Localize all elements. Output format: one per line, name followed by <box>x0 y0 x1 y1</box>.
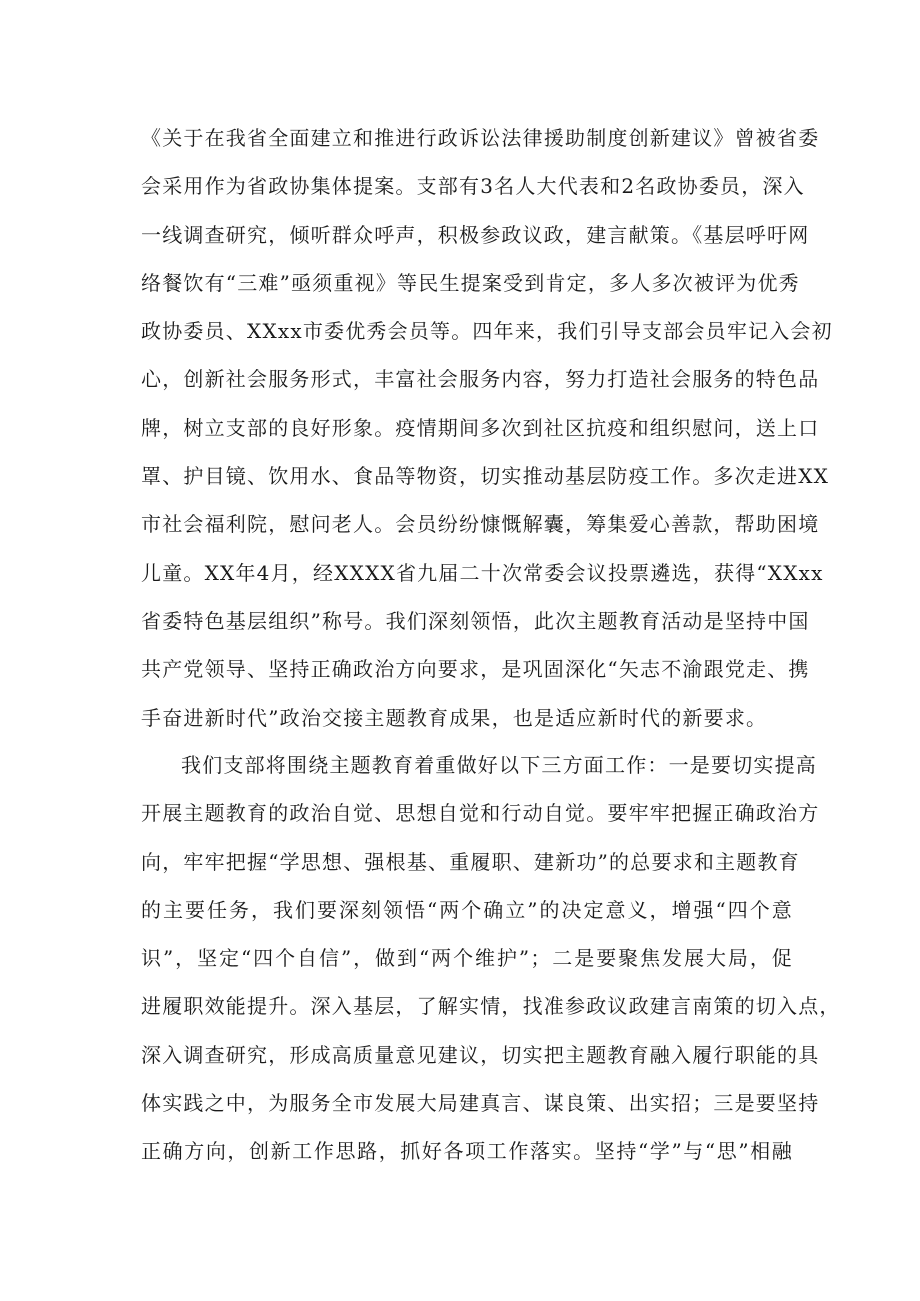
paragraph-line: 一线调查研究，倾听群众呼声，积极参政议政，建言献策。《基层呼吁网 <box>141 222 810 247</box>
paragraph-line: 心，创新社会服务形式，丰富社会服务内容，努力打造社会服务的特色品 <box>141 367 820 392</box>
paragraph-line: 的主要任务，我们要深刻领悟“两个确立”的决定意义，增强“四个意 <box>141 897 793 922</box>
paragraph-line: 我们支部将围绕主题教育着重做好以下三方面工作：一是要切实提高 <box>181 753 817 777</box>
paragraph-line: 络餐饮有“三难”亟须重视》等民生提案受到肯定，多人多次被评为优秀 <box>141 270 800 295</box>
paragraph-line: 牌，树立支部的良好形象。疫情期间多次到社区抗疫和组织慰问，送上口 <box>141 415 820 440</box>
paragraph-line: 共产党领导、坚持正确政治方向要求，是巩固深化“矢志不渝跟党走、携 <box>141 657 810 682</box>
paragraph-line: 向，牢牢把握“学思想、强根基、重履职、建新功”的总要求和主题教育 <box>141 849 800 874</box>
paragraph-line: 《关于在我省全面建立和推进行政诉讼法律援助制度创新建议》曾被省委 <box>141 126 820 150</box>
paragraph-1 <box>141 114 833 742</box>
paragraph-line: 开展主题教育的政治自觉、思想自觉和行动自觉。要牢牢把握正确政治方 <box>141 801 820 826</box>
paragraph-line: 正确方向，创新工作思路，抓好各项工作落实。坚持“学”与“思”相融 <box>141 1139 793 1164</box>
paragraph-line: 体实践之中，为服务全市发展大局建真言、谋良策、出实招；三是要坚持 <box>141 1091 820 1116</box>
paragraph-line: 儿童。XX年4月，经XXXX省九届二十次常委会议投票遴选，获得“XXxx <box>141 560 824 585</box>
paragraph-2 <box>141 741 841 1176</box>
paragraph-line: 深入调查研究，形成高质量意见建议，切实把主题教育融入履行职能的具 <box>141 1042 820 1067</box>
paragraph-line: 进履职效能提升。深入基层，了解实情，找准参政议政建言南策的切入点， <box>141 994 841 1019</box>
paragraph-line: 罩、护目镜、饮用水、食品等物资，切实推动基层防疫工作。多次走进XX <box>141 464 830 489</box>
paragraph-line: 市社会福利院，慰问老人。会员纷纷慷慨解囊，筹集爱心善款，帮助困境 <box>141 512 820 537</box>
paragraph-line: 手奋进新时代”政治交接主题教育成果，也是适应新时代的新要求。 <box>141 705 768 730</box>
paragraph-line: 省委特色基层组织”称号。我们深刻领悟，此次主题教育活动是坚持中国 <box>141 608 810 633</box>
paragraph-line: 识”，坚定“四个自信”，做到“两个维护”；二是要聚焦发展大局，促 <box>141 946 793 971</box>
paragraph-line: 会采用作为省政协集体提案。支部有3名人大代表和2名政协委员，深入 <box>141 174 805 199</box>
paragraph-line: 政协委员、XXxx市委优秀会员等。四年来，我们引导支部会员牢记入会初 <box>141 319 833 344</box>
